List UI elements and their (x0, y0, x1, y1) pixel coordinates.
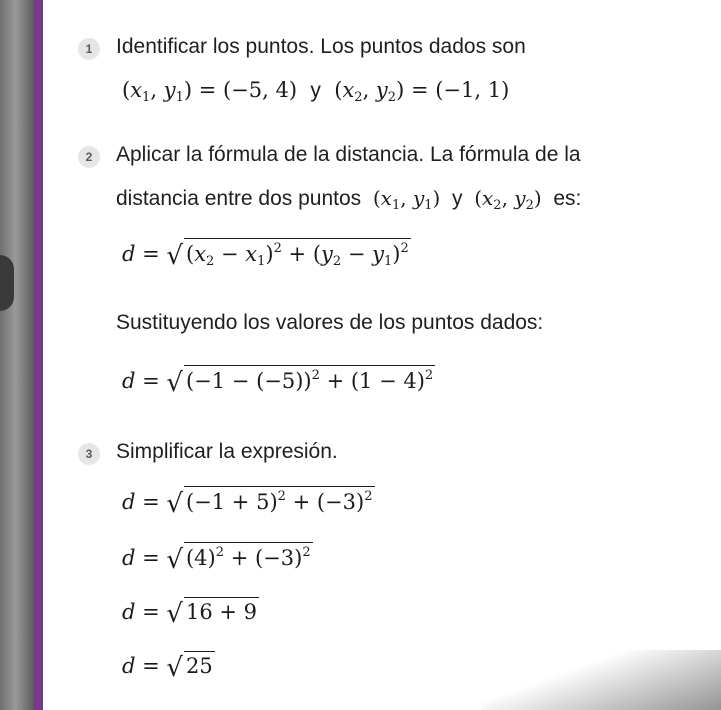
step-1-points: ($x_1$, $y_1) = (-5$, 4) y ($x_2$, $y_2) = (-1$, 1) (122, 78, 510, 105)
step-2-line2 (116, 186, 581, 213)
accent-bar (34, 0, 43, 710)
step-3-line-4: d = √ 25 (122, 653, 213, 683)
step-2-line2-y: y (452, 187, 463, 210)
step-2-formula: d = √ $(x_2 - x_1)^2 + (y_2 - y_1)^2$ (122, 238, 411, 271)
step-2-substitution-text: Sustituyendo los valores de los puntos dados: (116, 311, 544, 334)
step-2-title: Aplicar la fórmula de la distancia. La fórmula de la (116, 143, 581, 166)
step-2-line2-suffix: es: (553, 187, 582, 210)
step-3-title: Simplificar la expresión. (116, 440, 338, 463)
photo-shadow (481, 650, 721, 710)
step-2-line2-prefix: distancia entre dos puntos (116, 187, 362, 210)
step-1-badge: 1 (78, 38, 100, 60)
step-2-point-2: ($x_2$, $y_2$) (474, 186, 542, 213)
step-2-substituted: d = √ $(-1 - (-5))^2 + (1 - 4)^2$ (122, 365, 435, 398)
step-3-badge: 3 (78, 443, 100, 465)
background-photo-left (0, 0, 34, 710)
step-3-line-2: d = √ $(4)^2 + (-3)^2$ (122, 542, 313, 575)
step-1-title: Identificar los puntos. Los puntos dados son (116, 35, 526, 58)
step-3-line-1: d = √ $(-1 + 5)^2 + (-3)^2$ (122, 486, 375, 519)
step-3-line-3: d = √ 16 + 9 (122, 599, 258, 629)
step-2-point-1: ($x_1$, $y_1$) (372, 186, 441, 213)
background-dark-shape (0, 255, 14, 311)
step-2-badge: 2 (78, 146, 100, 168)
